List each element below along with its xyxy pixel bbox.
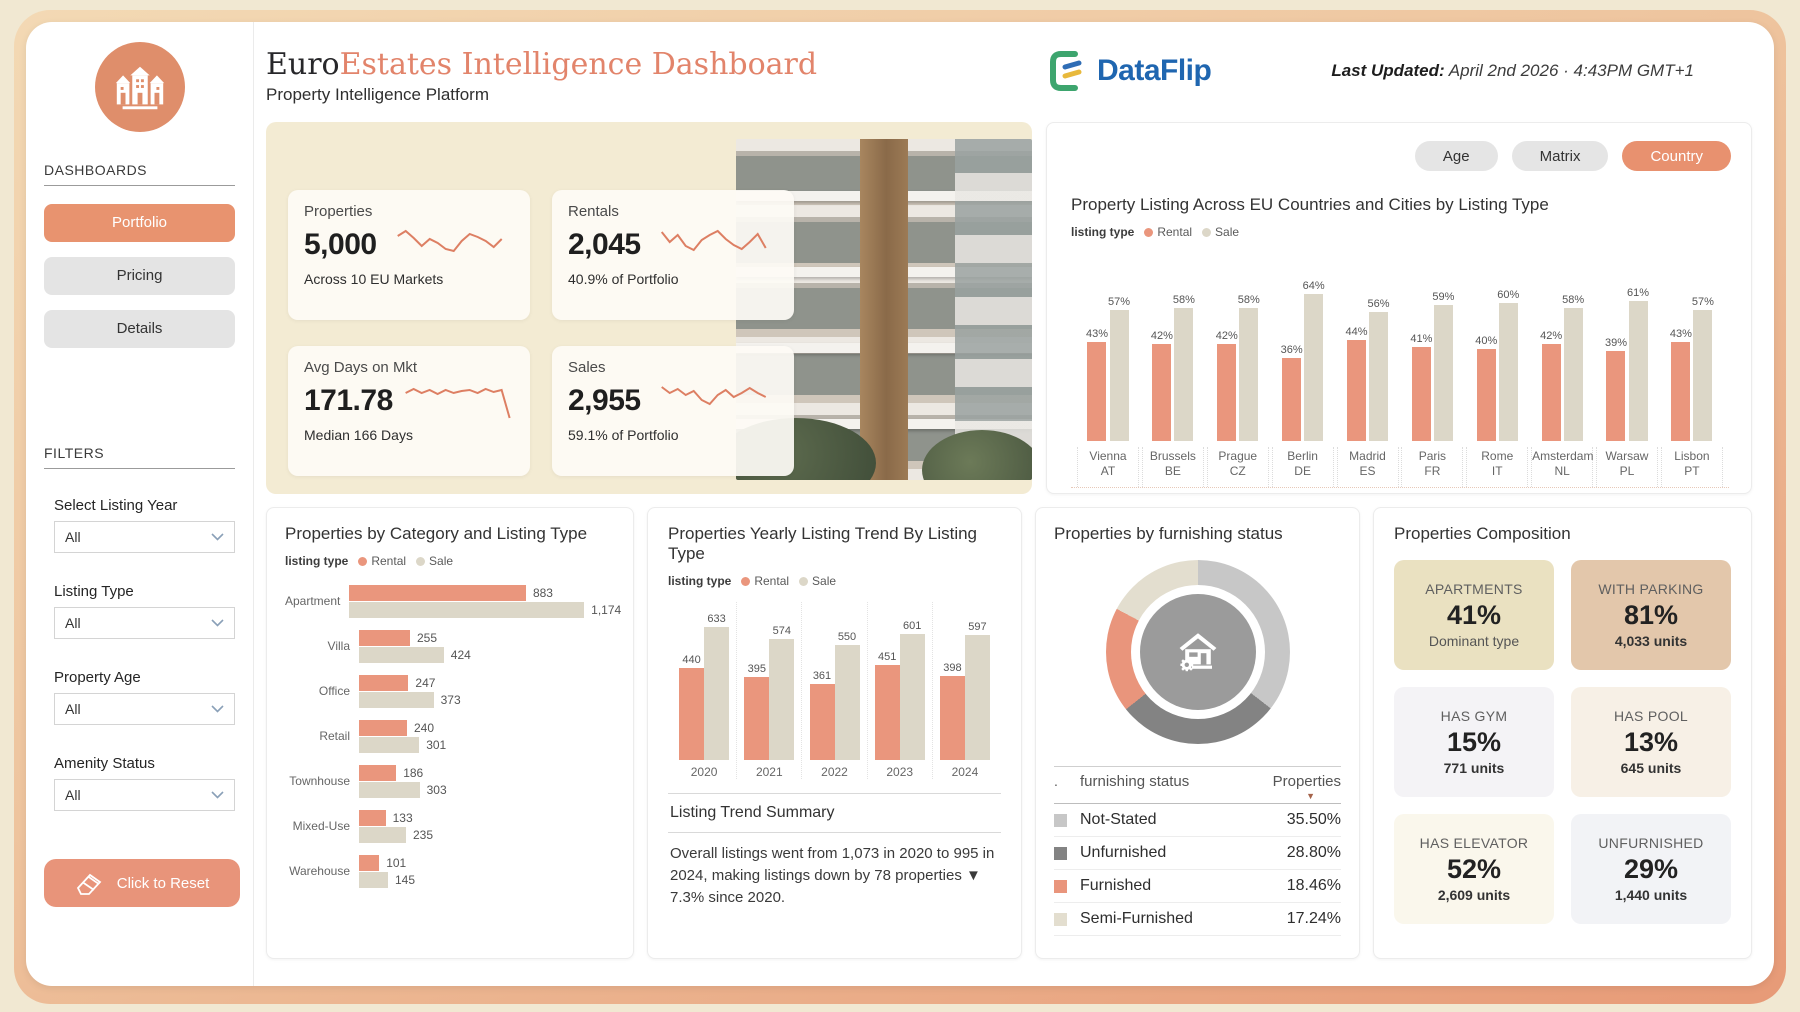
legend-rental: Rental	[358, 554, 406, 568]
rental-bar[interactable]	[359, 810, 386, 826]
sale-bar[interactable]	[900, 634, 925, 760]
eu-group-warsaw	[1596, 255, 1658, 487]
kpi-panel	[266, 122, 1032, 494]
kpi-value: 5,000	[304, 228, 377, 261]
bottom-row	[266, 507, 1752, 959]
status-column-header[interactable]: furnishing status	[1080, 773, 1190, 790]
rental-dot-icon	[1144, 228, 1153, 237]
summary-title: Listing Trend Summary	[668, 794, 1001, 833]
chevron-down-icon	[211, 705, 224, 713]
eu-group-madrid	[1337, 255, 1399, 487]
last-updated	[1331, 61, 1694, 81]
bar-value: 240	[414, 720, 435, 735]
filter-property-age	[54, 669, 235, 725]
rental-bar[interactable]	[679, 668, 704, 760]
tile-label: UNFURNISHED	[1598, 835, 1704, 851]
furnishing-percent: 17.24%	[1286, 910, 1341, 927]
brand-logo	[1045, 48, 1211, 94]
legend-sale: Sale	[799, 574, 836, 588]
chevron-down-icon	[211, 791, 224, 799]
rental-bar[interactable]	[940, 676, 965, 760]
sale-bar[interactable]	[1499, 303, 1518, 441]
year-label: 2023	[886, 765, 914, 779]
sale-bar[interactable]	[359, 872, 388, 888]
year-group-2021	[736, 602, 801, 779]
rental-bar[interactable]	[1412, 347, 1431, 441]
category-row-office	[285, 674, 615, 708]
bar-value: 255	[417, 630, 438, 645]
toggle-age[interactable]: Age	[1415, 141, 1498, 171]
rental-bar[interactable]	[359, 675, 408, 691]
sale-dot-icon	[416, 557, 425, 566]
rental-bar[interactable]	[1606, 351, 1625, 441]
selected-value: All	[65, 701, 81, 717]
bar-value: 301	[426, 737, 447, 752]
bar-value: 101	[386, 855, 407, 870]
dot-column-header: .	[1054, 773, 1058, 789]
kpi-subtitle: 59.1% of Portfolio	[568, 427, 679, 443]
bar-value: 597	[968, 620, 987, 633]
sale-bar[interactable]	[1564, 308, 1583, 441]
furnishing-donut-chart[interactable]	[1106, 560, 1290, 744]
category-label: Warsaw PL	[1596, 447, 1658, 487]
sidebar	[26, 22, 254, 986]
year-group-2024	[932, 602, 997, 779]
header-right	[1045, 48, 1752, 94]
kpi-subtitle: 40.9% of Portfolio	[568, 271, 679, 287]
rental-bar[interactable]	[1542, 344, 1561, 441]
brand-name: DataFlip	[1096, 54, 1212, 87]
view-toggles	[1415, 141, 1731, 171]
composition-title: Properties Composition	[1394, 524, 1571, 543]
category-label: Retail	[319, 729, 350, 743]
properties-column-header[interactable]: Properties ▼	[1272, 773, 1341, 801]
bar-value: 883	[532, 585, 553, 600]
kpi-card-avg-days-on-mkt	[288, 346, 530, 476]
rental-bar[interactable]	[1671, 342, 1690, 441]
furnishing-table-body	[1054, 804, 1341, 936]
rental-bar[interactable]	[359, 855, 379, 871]
page-subtitle: Property Intelligence Platform	[266, 85, 489, 104]
bar-value: 41%	[1410, 332, 1433, 345]
kpi-card-rentals	[552, 190, 794, 320]
kpi-sparkline	[401, 378, 514, 424]
outer-frame	[14, 10, 1786, 1004]
bar-value: 42%	[1215, 330, 1238, 343]
main-area	[254, 22, 1774, 986]
eu-bar-chart	[1071, 255, 1729, 488]
composition-tile-unfurnished	[1571, 814, 1731, 924]
legend-sale: Sale	[416, 554, 453, 568]
bar-value: 395	[747, 663, 766, 676]
bar-value: 58%	[1562, 293, 1585, 306]
kpi-title: Properties	[304, 203, 373, 220]
eu-chart-legend	[1071, 225, 1729, 239]
bar-value: 235	[413, 827, 434, 842]
tile-subtitle: 1,440 units	[1614, 887, 1688, 903]
sale-bar[interactable]	[359, 692, 434, 708]
sale-bar[interactable]	[1110, 310, 1129, 441]
rental-bar[interactable]	[744, 677, 769, 760]
rental-bar[interactable]	[810, 684, 835, 760]
kpi-value: 2,955	[568, 384, 641, 417]
category-chart-title: Properties by Category and Listing Type	[285, 524, 588, 543]
sale-bar[interactable]	[1174, 308, 1193, 441]
toggle-country[interactable]: Country	[1622, 141, 1731, 171]
kpi-sparkline	[385, 222, 514, 268]
eu-listing-card	[1046, 122, 1752, 494]
sale-bar[interactable]	[359, 647, 444, 663]
furnishing-table-header	[1054, 766, 1341, 804]
category-label: Madrid ES	[1337, 447, 1399, 487]
sale-bar[interactable]	[835, 645, 860, 761]
rental-bar[interactable]	[875, 665, 900, 760]
kpi-card-sales	[552, 346, 794, 476]
sidebar-item-details[interactable]: Details	[44, 310, 235, 348]
eu-group-prague	[1207, 255, 1269, 487]
rental-dot-icon	[358, 557, 367, 566]
kpi-sparkline	[649, 378, 778, 424]
reset-label: Click to Reset	[116, 874, 210, 892]
composition-tile-has-pool	[1571, 687, 1731, 797]
dashboard-panel	[26, 22, 1774, 986]
composition-tile-has-gym	[1394, 687, 1554, 797]
category-row-warehouse	[285, 854, 615, 888]
filter-label: Listing Type	[54, 583, 134, 600]
furnishing-row-unfurnished[interactable]	[1054, 837, 1341, 870]
bar-value: 373	[440, 692, 461, 707]
bar-value: 145	[395, 872, 416, 887]
category-label: Mixed-Use	[292, 819, 350, 833]
kpi-subtitle: Across 10 EU Markets	[304, 271, 444, 287]
composition-tile-apartments	[1394, 560, 1554, 670]
bar-value: 398	[943, 662, 962, 675]
category-label: Townhouse	[289, 774, 350, 788]
title-rest: Estates Intelligence Dashboard	[339, 47, 818, 82]
kpi-title: Avg Days on Mkt	[304, 359, 418, 376]
sale-bar[interactable]	[359, 782, 420, 798]
rental-bar[interactable]	[1152, 344, 1171, 441]
filter-listing-type	[54, 583, 235, 639]
rental-bar[interactable]	[1347, 340, 1366, 441]
year-group-2020	[672, 602, 736, 779]
legend-swatch	[1054, 814, 1067, 827]
bar-value: 58%	[1172, 293, 1195, 306]
kpi-title: Rentals	[568, 203, 619, 220]
tile-label: HAS ELEVATOR	[1419, 835, 1529, 851]
tile-value: 81%	[1623, 600, 1679, 630]
eu-group-brussels	[1142, 255, 1204, 487]
tile-label: HAS POOL	[1614, 708, 1688, 724]
category-label: Lisbon PT	[1661, 447, 1723, 487]
category-row-townhouse	[285, 764, 615, 798]
bar-value: 61%	[1627, 286, 1650, 299]
bar-value: 43%	[1085, 328, 1108, 341]
eu-chart-title: Property Listing Across EU Countries and Cities by Listing Type	[1071, 195, 1549, 214]
chevron-down-icon	[211, 619, 224, 627]
listing-trend-summary	[668, 793, 1001, 918]
tile-value: 41%	[1446, 600, 1502, 630]
legend-title: listing type	[1071, 225, 1135, 239]
bar-value: 43%	[1669, 328, 1692, 341]
bar-value: 57%	[1108, 295, 1131, 308]
filter-listing-year	[54, 497, 235, 553]
last-updated-label: Last Updated:	[1331, 61, 1445, 80]
category-row-villa	[285, 629, 615, 663]
sale-dot-icon	[799, 577, 808, 586]
tile-label: WITH PARKING	[1598, 581, 1704, 597]
sale-bar[interactable]	[704, 627, 729, 760]
category-label: Paris FR	[1401, 447, 1463, 487]
category-chart-legend	[285, 554, 615, 568]
rental-bar[interactable]	[359, 630, 410, 646]
bar-value: 633	[707, 613, 726, 626]
furnishing-card	[1035, 507, 1360, 959]
eu-group-lisbon	[1661, 255, 1723, 487]
bar-value: 303	[426, 782, 447, 797]
category-label: Warehouse	[289, 864, 350, 878]
sale-bar[interactable]	[1693, 310, 1712, 441]
bar-value: 40%	[1475, 335, 1498, 347]
category-row-retail	[285, 719, 615, 753]
eu-group-amsterdam	[1531, 255, 1593, 487]
bar-value: 44%	[1345, 325, 1368, 338]
reset-filters-button[interactable]	[44, 859, 240, 907]
eu-group-vienna	[1077, 255, 1139, 487]
legend-rental: Rental	[1144, 225, 1192, 239]
eu-group-berlin	[1272, 255, 1334, 487]
sale-bar[interactable]	[359, 827, 406, 843]
sale-bar[interactable]	[1434, 305, 1453, 441]
yearly-chart-legend	[668, 574, 1001, 588]
sale-bar[interactable]	[1629, 301, 1648, 441]
dataflip-icon	[1045, 48, 1091, 94]
year-label: 2021	[755, 765, 783, 779]
bar-value: 451	[878, 651, 897, 664]
category-row-apartment	[285, 584, 622, 618]
year-label: 2024	[951, 765, 979, 779]
tile-subtitle: 645 units	[1620, 760, 1682, 776]
amenity-status-select[interactable]	[54, 779, 235, 811]
yearly-trend-card	[647, 507, 1022, 959]
bar-value: 550	[837, 630, 857, 643]
furnishing-row-not-stated[interactable]	[1054, 804, 1341, 837]
year-group-2023	[867, 602, 932, 779]
year-label: 2020	[690, 765, 718, 779]
tile-subtitle: 771 units	[1443, 760, 1505, 776]
furnishing-status: Semi-Furnished	[1080, 910, 1193, 927]
tile-subtitle: 4,033 units	[1614, 633, 1688, 649]
furnishing-percent: 18.46%	[1286, 877, 1341, 894]
furnishing-status: Unfurnished	[1080, 844, 1167, 861]
bar-value: 133	[392, 810, 413, 825]
sale-bar[interactable]	[1239, 308, 1258, 441]
rental-bar[interactable]	[349, 585, 526, 601]
tile-value: 29%	[1623, 854, 1679, 884]
kpi-value: 2,045	[568, 228, 641, 261]
year-label: 2022	[821, 765, 848, 779]
category-label: Rome IT	[1466, 447, 1528, 487]
dashboards-heading: DASHBOARDS	[44, 162, 235, 186]
rental-dot-icon	[741, 577, 750, 586]
donut-wrap	[1054, 560, 1341, 744]
selected-value: All	[65, 529, 81, 545]
summary-text: Overall listings went from 1,073 in 2020 to 995 in 2024, making listings down by 78 properties ▼ 7.3% since 2020.	[670, 845, 995, 906]
listing-year-select[interactable]	[54, 521, 235, 553]
chevron-down-icon	[211, 533, 224, 541]
tile-value: 15%	[1446, 727, 1502, 757]
eu-group-rome	[1466, 255, 1528, 487]
yearly-chart-title: Properties Yearly Listing Trend By Listing Type	[668, 524, 978, 563]
tile-label: HAS GYM	[1440, 708, 1508, 724]
house-gear-icon	[1174, 628, 1222, 676]
listing-type-select[interactable]	[54, 607, 235, 639]
kpi-grid	[288, 190, 793, 476]
bar-value: 424	[450, 647, 471, 662]
bar-value: 60%	[1497, 289, 1520, 301]
kpi-title: Sales	[568, 359, 606, 376]
category-card	[266, 507, 634, 959]
sale-bar[interactable]	[349, 602, 584, 618]
bar-value: 186	[403, 765, 424, 780]
bar-value: 42%	[1540, 330, 1563, 343]
app-logo	[95, 42, 185, 132]
tile-label: APARTMENTS	[1425, 581, 1523, 597]
bar-value: 36%	[1280, 344, 1303, 357]
top-row	[266, 122, 1752, 494]
toggle-matrix[interactable]: Matrix	[1512, 141, 1609, 171]
last-updated-value: April 2nd 2026 · 4:43PM GMT+1	[1448, 61, 1694, 80]
legend-swatch	[1054, 913, 1067, 926]
sale-dot-icon	[1202, 228, 1211, 237]
header	[266, 34, 1752, 122]
category-row-mixed-use	[285, 809, 615, 843]
legend-swatch	[1054, 847, 1067, 860]
bar-value: 58%	[1237, 293, 1260, 306]
category-label: Apartment	[285, 594, 341, 608]
kpi-sparkline	[649, 222, 778, 268]
category-label: Prague CZ	[1207, 447, 1269, 487]
bar-value: 64%	[1302, 279, 1325, 292]
furnishing-percent: 28.80%	[1286, 844, 1341, 861]
furnishing-status: Furnished	[1080, 877, 1152, 894]
furnishing-status: Not-Stated	[1080, 811, 1157, 828]
rental-bar[interactable]	[1217, 344, 1236, 441]
rental-bar[interactable]	[359, 720, 407, 736]
category-label: Berlin DE	[1272, 447, 1334, 487]
category-bar-chart	[285, 584, 622, 888]
bar-value: 247	[415, 675, 436, 690]
tile-value: 52%	[1446, 854, 1502, 884]
title-prefix: Euro	[266, 47, 340, 82]
sidebar-item-portfolio[interactable]: Portfolio	[44, 204, 235, 242]
sale-bar[interactable]	[1369, 312, 1388, 441]
bar-value: 59%	[1432, 291, 1455, 304]
year-group-2022	[801, 602, 866, 779]
kpi-value: 171.78	[304, 384, 393, 417]
category-label: Vienna AT	[1077, 447, 1139, 487]
property-age-select[interactable]	[54, 693, 235, 725]
tile-value: 13%	[1623, 727, 1679, 757]
filter-label: Select Listing Year	[54, 497, 178, 514]
composition-tile-with-parking	[1571, 560, 1731, 670]
selected-value: All	[65, 787, 81, 803]
sale-bar[interactable]	[769, 639, 794, 760]
bar-value: 361	[812, 670, 832, 683]
kpi-card-properties	[288, 190, 530, 320]
bar-value: 601	[903, 619, 922, 632]
legend-title: listing type	[285, 554, 349, 568]
furnishing-chart-title: Properties by furnishing status	[1054, 524, 1283, 543]
bar-value: 440	[682, 653, 701, 666]
composition-card	[1373, 507, 1752, 959]
rental-bar[interactable]	[1087, 342, 1106, 441]
filter-label: Amenity Status	[54, 755, 155, 772]
furnishing-table	[1054, 766, 1341, 936]
sort-desc-icon: ▼	[1306, 791, 1315, 801]
bar-value: 42%	[1150, 330, 1173, 343]
rental-bar[interactable]	[1477, 349, 1496, 441]
sidebar-item-pricing[interactable]: Pricing	[44, 257, 235, 295]
page-title	[266, 48, 817, 81]
category-label: Office	[318, 684, 350, 698]
composition-grid	[1394, 560, 1731, 924]
kpi-subtitle: Median 166 Days	[304, 427, 413, 443]
category-label: Brussels BE	[1142, 447, 1204, 487]
legend-title: listing type	[668, 574, 732, 588]
filters-heading: FILTERS	[44, 445, 235, 469]
furnishing-percent: 35.50%	[1286, 811, 1341, 828]
category-label: Amsterdam NL	[1531, 447, 1593, 487]
eraser-icon	[75, 870, 105, 896]
rental-bar[interactable]	[359, 765, 396, 781]
bar-value: 1,174	[591, 602, 622, 617]
sale-bar[interactable]	[359, 737, 419, 753]
sale-bar[interactable]	[1304, 294, 1323, 441]
legend-rental: Rental	[741, 574, 789, 588]
yearly-bar-chart	[668, 602, 1001, 779]
legend-swatch	[1054, 880, 1067, 893]
sale-bar[interactable]	[965, 635, 990, 760]
eu-group-paris	[1401, 255, 1463, 487]
bar-value: 57%	[1691, 295, 1714, 308]
filter-amenity-status	[54, 755, 235, 811]
category-label: Villa	[327, 639, 350, 653]
furnishing-row-semi-furnished[interactable]	[1054, 903, 1341, 936]
selected-value: All	[65, 615, 81, 631]
buildings-icon	[111, 58, 169, 116]
bar-value: 39%	[1604, 337, 1627, 350]
tile-subtitle: Dominant type	[1428, 633, 1520, 649]
title-block	[266, 48, 817, 105]
bar-value: 56%	[1367, 298, 1390, 311]
tile-subtitle: 2,609 units	[1437, 887, 1511, 903]
rental-bar[interactable]	[1282, 358, 1301, 441]
legend-sale: Sale	[1202, 225, 1239, 239]
bar-value: 574	[772, 625, 791, 638]
composition-tile-has-elevator	[1394, 814, 1554, 924]
filter-label: Property Age	[54, 669, 141, 686]
furnishing-row-furnished[interactable]	[1054, 870, 1341, 903]
donut-center	[1140, 594, 1256, 710]
